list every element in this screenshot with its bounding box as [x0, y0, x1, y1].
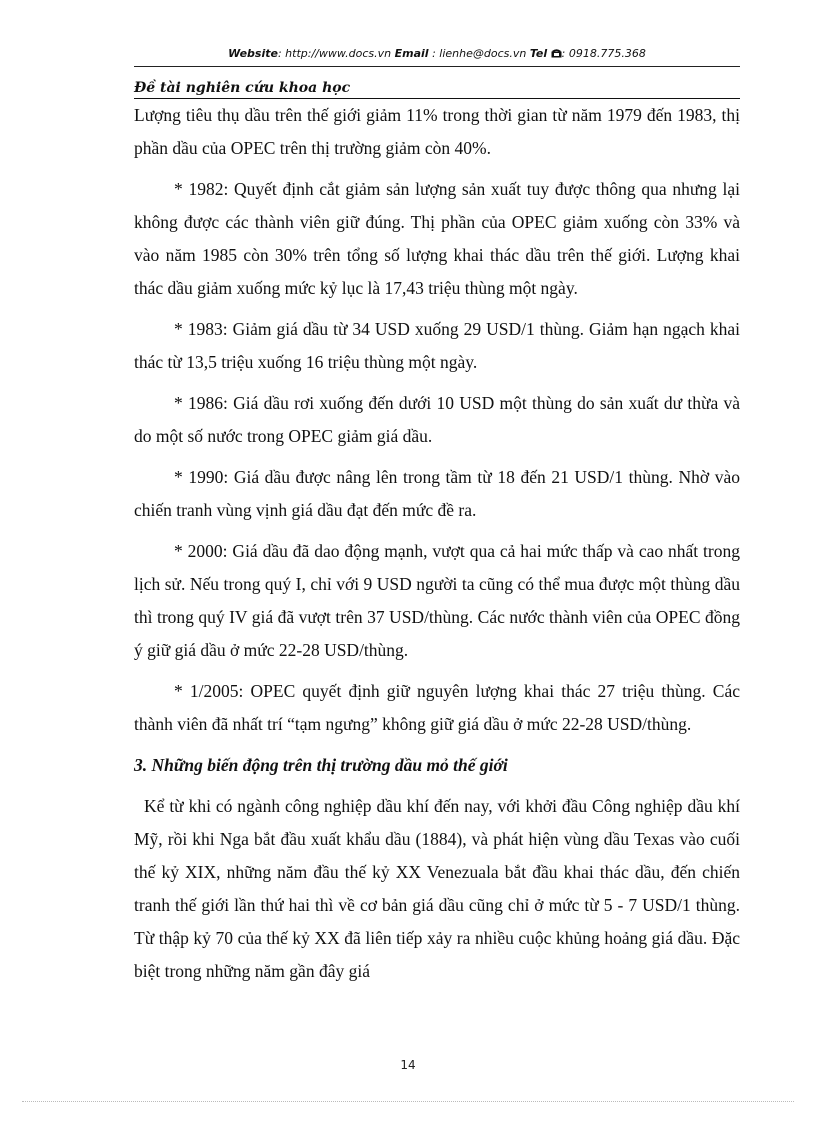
- page-number: 14: [400, 1058, 416, 1072]
- email-value: : lienhe@docs.vn: [432, 47, 527, 60]
- footer-divider: [22, 1101, 794, 1102]
- paragraph: * 1990: Giá dầu được nâng lên trong tầm từ 18 đến 21 USD/1 thùng. Nhờ vào chiến tranh vùng vịnh giá dầu đạt đến mức đề ra.: [134, 467, 740, 520]
- email-label: Email: [394, 47, 429, 60]
- section-heading: 3. Những biến động trên thị trường dầu mỏ thế giới: [134, 755, 508, 775]
- paragraph: * 1/2005: OPEC quyết định giữ nguyên lượng khai thác 27 triệu thùng. Các thành viên đã nhất trí “tạm ngưng” không giữ giá dầu ở mức 22-28 USD/thùng.: [134, 681, 740, 734]
- topic-title: Đề tài nghiên cứu khoa học: [134, 80, 351, 96]
- tel-value: : 0918.775.368: [561, 47, 646, 60]
- body-text: [134, 99, 740, 996]
- paragraph: Lượng tiêu thụ dầu trên thế giới giảm 11% trong thời gian từ năm 1979 đến 1983, thị phần dầu của OPEC trên thị trường giảm còn 40%.: [134, 105, 740, 158]
- paragraph: Kể từ khi có ngành công nghiệp dầu khí đến nay, với khởi đầu Công nghiệp dầu khí Mỹ, rồi khi Nga bắt đầu xuất khẩu dầu (1884), và phát hiện vùng dầu Texas vào cuối thế kỷ XIX, những năm đầu thế kỷ XX Venezuala bắt đầu khai thác dầu, đến chiến tranh thế giới lần thứ hai thì về cơ bản giá dầu cũng chỉ ở mức từ 5 - 7 USD/1 thùng. Từ thập kỷ 70 của thế kỷ XX đã liên tiếp xảy ra nhiều cuộc khủng hoảng giá dầu. Đặc biệt trong những năm gần đây giá: [134, 796, 740, 981]
- paragraph: * 1982: Quyết định cắt giảm sản lượng sản xuất tuy được thông qua nhưng lại không được các thành viên giữ đúng. Thị phần của OPEC giảm xuống còn 33% và vào năm 1985 còn 30% trên tổng số lượng khai thác dầu trên thế giới. Lượng khai thác dầu giảm xuống mức kỷ lục là 17,43 triệu thùng một ngày.: [134, 179, 740, 298]
- phone-icon: [551, 48, 562, 58]
- paragraph: * 1983: Giảm giá dầu từ 34 USD xuống 29 USD/1 thùng. Giảm hạn ngạch khai thác từ 13,5 triệu xuống 16 triệu thùng một ngày.: [134, 319, 740, 372]
- header-rule: [134, 66, 740, 67]
- website-value: : http://www.docs.vn: [277, 47, 392, 60]
- website-label: Website: [228, 47, 278, 60]
- page-header: [134, 47, 740, 67]
- paragraph: * 2000: Giá dầu đã dao động mạnh, vượt qua cả hai mức thấp và cao nhất trong lịch sử. Nếu trong quý I, chỉ với 9 USD người ta cũng có thể mua được một thùng dầu thì trong quý IV giá đã vượt trên 37 USD/thùng. Các nước thành viên của OPEC đồng ý giữ giá dầu ở mức 22-28 USD/thùng.: [134, 541, 740, 660]
- tel-label: Tel: [529, 47, 548, 60]
- paragraph: * 1986: Giá dầu rơi xuống đến dưới 10 USD một thùng do sản xuất dư thừa và do một số nước trong OPEC giảm giá dầu.: [134, 393, 740, 446]
